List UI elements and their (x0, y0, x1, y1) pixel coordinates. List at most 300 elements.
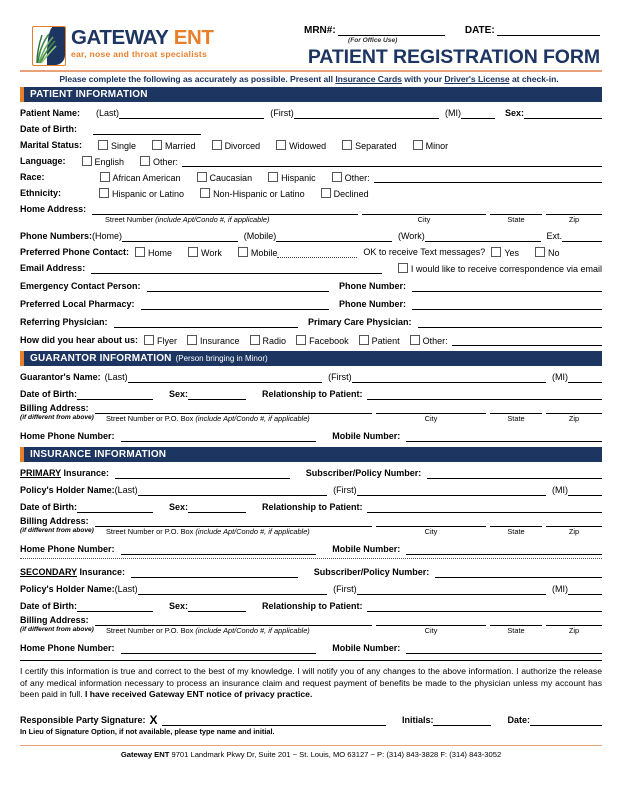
patient-dob-input[interactable] (93, 123, 201, 135)
email-consent-label: I would like to receive correspondence via email (410, 264, 602, 274)
ethnicity-option-label: Non-Hispanic or Latino (213, 189, 305, 199)
street-sub-text: Street Number or P.O. Box (106, 527, 194, 536)
email-address-label: Email Address: (20, 263, 86, 273)
text-ok-yes[interactable] (491, 247, 519, 258)
race-option-caucasian[interactable] (197, 172, 253, 183)
guarantor-home-phone-label: Home Phone Number: (20, 431, 115, 441)
guarantor-billing-address-row (20, 400, 602, 414)
checkbox-icon[interactable] (342, 140, 352, 150)
checkbox-icon[interactable] (152, 140, 162, 150)
guarantor-name-label: Guarantor's Name: (20, 372, 101, 382)
street-sub-italic: (include Apt/Condo #, if applicable) (193, 527, 310, 536)
primary-billing-zip-input[interactable] (546, 515, 602, 527)
signature-label: Responsible Party Signature: (20, 714, 146, 725)
marital-status-label: Marital Status: (20, 140, 83, 150)
work-phone-input[interactable] (425, 230, 541, 242)
secondary-billing-sublabels (20, 626, 602, 637)
page-title: PATIENT REGISTRATION FORM (307, 46, 600, 68)
text-ok-no-label: No (548, 248, 560, 258)
preferred-phone-contact-label: Preferred Phone Contact: (20, 247, 130, 257)
emergency-phone-label: Phone Number: (338, 281, 406, 291)
patient-mi-input[interactable] (461, 107, 495, 119)
mi-label: (MI) (552, 372, 568, 382)
home-address-label: Home Address: (20, 204, 87, 214)
guarantor-relationship-input[interactable] (367, 388, 602, 400)
logo-tagline: ear, nose and throat specialists (71, 49, 207, 59)
checkbox-icon[interactable] (398, 263, 408, 273)
pcp-label: Primary Care Physician: (307, 317, 412, 327)
hear-option-insurance[interactable] (187, 335, 240, 346)
language-other-input[interactable] (182, 155, 602, 167)
state-sub-label: State (507, 414, 525, 423)
home-address-row (20, 199, 602, 215)
certification-bold: I have received Gateway ENT notice of privacy practice. (84, 689, 313, 700)
secondary-billing-note: (if different from above) (20, 626, 94, 633)
primary-billing-state-input[interactable] (490, 515, 542, 527)
hear-option-radio[interactable] (250, 335, 287, 346)
hear-other-input[interactable] (452, 334, 602, 346)
checkbox-icon[interactable] (212, 140, 222, 150)
home-address-city-input[interactable] (362, 203, 486, 215)
secondary-sex-input[interactable] (188, 600, 246, 612)
primary-relationship-label: Relationship to Patient: (262, 502, 363, 512)
footer-divider (20, 745, 602, 746)
secondary-insurance-row (20, 561, 602, 578)
checkbox-icon[interactable] (250, 335, 260, 345)
checkbox-icon[interactable] (413, 140, 423, 150)
section-header-insurance-information (20, 447, 602, 462)
race-option-hispanic[interactable] (268, 172, 316, 183)
home-address-street-input[interactable] (92, 203, 358, 215)
pharmacy-row (20, 292, 602, 310)
guarantor-phones-row (20, 425, 602, 442)
signature-row (20, 710, 602, 726)
section-accent-tab (20, 447, 24, 462)
pharmacy-phone-input[interactable] (412, 298, 602, 310)
mobile-phone-input[interactable] (276, 230, 392, 242)
section-title-guarantor: GUARANTOR INFORMATION (30, 353, 172, 364)
street-sub-text: Street Number (105, 215, 154, 224)
certification-divider (20, 660, 602, 661)
checkbox-icon[interactable] (296, 335, 306, 345)
section-header-patient-information (20, 87, 602, 102)
race-option-label: Hispanic (281, 173, 316, 183)
leaf-logo-icon (32, 26, 66, 66)
primary-insurance-input[interactable] (115, 467, 290, 479)
checkbox-icon[interactable] (187, 335, 197, 345)
checkbox-icon[interactable] (188, 247, 198, 257)
marital-option-label: Widowed (289, 141, 327, 151)
secondary-subscriber-label: Subscriber/Policy Number: (313, 567, 430, 577)
mi-label: (MI) (444, 108, 461, 118)
emergency-contact-input[interactable] (147, 280, 329, 292)
patient-dob-label: Date of Birth: (20, 124, 77, 134)
checkbox-icon[interactable] (535, 247, 545, 257)
checkbox-icon[interactable] (144, 335, 154, 345)
secondary-dob-input[interactable] (77, 600, 153, 612)
emergency-contact-label: Emergency Contact Person: (20, 281, 141, 291)
checkbox-icon[interactable] (82, 156, 92, 166)
guarantor-billing-note: (if different from above) (20, 414, 94, 421)
state-sub-label: State (507, 527, 525, 536)
zip-sub-label: Zip (568, 215, 580, 224)
mrn-label: MRN#: (304, 25, 336, 36)
first-label: (First) (333, 485, 357, 495)
header-divider (20, 70, 602, 72)
secondary-holder-first-input[interactable] (357, 583, 546, 595)
guarantor-street-sub-label (106, 414, 310, 423)
checkbox-icon[interactable] (99, 188, 109, 198)
form-sheet (10, 8, 608, 792)
section-subtitle-guarantor: (Person bringing in Minor) (175, 354, 268, 363)
primary-holder-mi-input[interactable] (568, 484, 602, 496)
secondary-holder-last-input[interactable] (138, 583, 327, 595)
checkbox-icon[interactable] (98, 140, 108, 150)
pref-contact-home[interactable] (135, 247, 172, 258)
secondary-billing-label: Billing Address: (20, 615, 89, 625)
instructions-mid: with your (401, 74, 445, 84)
insurance-divider (20, 558, 602, 559)
secondary-holder-mi-input[interactable] (568, 583, 602, 595)
instructions-post: at check-in. (509, 74, 559, 84)
secondary-dob-row (20, 595, 602, 612)
secondary-relationship-input[interactable] (367, 600, 602, 612)
primary-holder-first-input[interactable] (357, 484, 546, 496)
patient-information-body (20, 102, 602, 346)
secondary-insurance-input[interactable] (131, 566, 298, 578)
race-label: Race: (20, 172, 45, 182)
state-sub-label: State (507, 626, 525, 635)
patient-sex-input[interactable] (524, 107, 602, 119)
primary-billing-street-input[interactable] (95, 515, 372, 527)
primary-home-phone-label: Home Phone Number: (20, 544, 115, 554)
primary-rest-text: Insurance: (61, 468, 110, 478)
street-sub-italic: (include Apt/Condo #, if applicable) (193, 626, 310, 635)
marital-option-widowed[interactable] (276, 140, 326, 151)
mi-label: (MI) (552, 584, 568, 594)
secondary-rest-text: Insurance: (77, 567, 126, 577)
guarantor-mi-input[interactable] (568, 371, 602, 383)
marital-option-single[interactable] (98, 140, 136, 151)
guarantor-mobile-label: Mobile Number: (332, 431, 401, 441)
checkbox-icon[interactable] (197, 172, 207, 182)
ethnicity-option-label: Hispanic or Latino (112, 189, 185, 199)
race-option-african-american[interactable] (100, 172, 181, 183)
hear-option-patient[interactable] (359, 335, 400, 346)
street-sub-label (105, 215, 269, 224)
mi-label: (MI) (552, 485, 568, 495)
guarantor-dob-label: Date of Birth: (20, 389, 77, 399)
secondary-billing-street-input[interactable] (95, 614, 372, 626)
signature-date-label: Date: (507, 714, 530, 725)
initials-label: Initials: (401, 714, 434, 725)
checkbox-icon[interactable] (491, 247, 501, 257)
checkbox-icon[interactable] (238, 247, 248, 257)
mrn-row (304, 22, 600, 36)
pharmacy-input[interactable] (141, 298, 329, 310)
primary-mobile-input[interactable] (406, 543, 602, 555)
language-label: Language: (20, 156, 66, 166)
date-label: DATE: (464, 25, 495, 36)
guarantor-billing-state-input[interactable] (490, 402, 542, 414)
ethnicity-label: Ethnicity: (20, 188, 62, 198)
primary-billing-note: (if different from above) (20, 527, 94, 534)
instructions-text (10, 74, 608, 84)
how-did-you-hear-label: How did you hear about us: (20, 335, 139, 345)
primary-subscriber-input[interactable] (427, 467, 602, 479)
secondary-mobile-label: Mobile Number: (332, 643, 401, 653)
marital-option-label: Divorced (224, 141, 261, 151)
instructions-insurance-cards: Insurance Cards (335, 74, 402, 84)
marital-option-label: Single (111, 141, 137, 151)
guarantor-dob-row (20, 383, 602, 400)
footer-address: 9701 Landmark Pkwy Dr, Suite 201 ~ St. Louis, MO 63127 ~ P: (314) 843-3828 F: (314) 843-3052 (171, 749, 502, 759)
hear-option-other[interactable] (410, 335, 448, 346)
certification-text (20, 666, 602, 701)
certification-body: I certify this information is true and correct to the best of my knowledge. I will notify you of any changes to the above information. I authorize the release of any medical information necessary to process an insurance claim and request payment of benefits be made to the physician unless my account has been paid in full. (20, 666, 602, 700)
pref-contact-mobile[interactable] (238, 247, 278, 258)
race-option-other[interactable] (332, 172, 370, 183)
pharmacy-label: Preferred Local Pharmacy: (20, 299, 135, 309)
email-address-row (20, 258, 602, 274)
primary-underline-text: PRIMARY (20, 468, 62, 478)
home-address-sublabels (20, 215, 602, 226)
signature-x-mark: X (149, 712, 158, 727)
guarantor-sex-label: Sex: (169, 389, 189, 399)
phone-numbers-row (20, 226, 602, 242)
checkbox-icon[interactable] (410, 335, 420, 345)
logo-gateway-text: GATEWAY (71, 26, 169, 49)
secondary-street-sub-label (106, 626, 310, 635)
checkbox-icon[interactable] (268, 172, 278, 182)
how-did-you-hear-row (20, 328, 602, 346)
ethnicity-option-hispanic[interactable] (99, 188, 184, 199)
primary-billing-address-row (20, 513, 602, 527)
home-paren-label: (Home) (92, 231, 123, 241)
hear-option-label: Insurance (200, 336, 240, 346)
primary-subscriber-label: Subscriber/Policy Number: (305, 468, 422, 478)
primary-mobile-label: Mobile Number: (332, 544, 401, 554)
street-sub-text: Street Number or P.O. Box (106, 626, 194, 635)
primary-phones-row (20, 538, 602, 555)
ethnicity-option-declined[interactable] (321, 188, 369, 199)
patient-last-name-input[interactable] (119, 107, 264, 119)
mobile-paren-label: (Mobile) (243, 231, 277, 241)
marital-option-divorced[interactable] (212, 140, 261, 151)
language-row (20, 151, 602, 167)
first-label: (First) (328, 372, 352, 382)
text-ok-yes-label: Yes (504, 248, 519, 258)
guarantor-sex-input[interactable] (188, 388, 246, 400)
primary-sex-input[interactable] (188, 501, 246, 513)
text-ok-no[interactable] (535, 247, 560, 258)
referring-physician-row (20, 310, 602, 328)
initials-input[interactable] (433, 714, 491, 726)
secondary-billing-state-input[interactable] (490, 614, 542, 626)
ethnicity-option-non-hispanic[interactable] (200, 188, 305, 199)
section-title-patient: PATIENT INFORMATION (30, 89, 148, 100)
pref-contact-label: Home (148, 248, 173, 258)
hear-option-label: Facebook (309, 336, 349, 346)
emergency-phone-input[interactable] (412, 280, 602, 292)
secondary-mobile-input[interactable] (406, 642, 602, 654)
last-label: (Last) (104, 372, 128, 382)
street-sub-text: Street Number or P.O. Box (106, 414, 194, 423)
primary-dob-input[interactable] (77, 501, 153, 513)
secondary-billing-address-row (20, 612, 602, 626)
secondary-insurance-label (20, 567, 125, 578)
secondary-dob-label: Date of Birth: (20, 601, 77, 611)
grass-leaves-icon (34, 30, 58, 64)
first-label: (First) (333, 584, 357, 594)
hear-option-facebook[interactable] (296, 335, 349, 346)
guarantor-home-phone-input[interactable] (121, 430, 317, 442)
ethnicity-row (20, 183, 602, 199)
guarantor-billing-zip-input[interactable] (546, 402, 602, 414)
patient-name-row (20, 102, 602, 119)
insurance-information-body (20, 462, 602, 759)
secondary-relationship-label: Relationship to Patient: (262, 601, 363, 611)
section-header-guarantor-information (20, 351, 602, 366)
primary-street-sub-label (106, 527, 310, 536)
guarantor-last-name-input[interactable] (128, 371, 322, 383)
pref-contact-label: Work (201, 248, 222, 258)
marital-option-separated[interactable] (342, 140, 397, 151)
language-option-label: English (94, 157, 125, 167)
checkbox-icon[interactable] (200, 188, 210, 198)
language-option-english[interactable] (82, 156, 125, 167)
last-label: (Last) (96, 108, 120, 118)
referring-physician-label: Referring Physician: (20, 317, 108, 327)
ext-label: Ext. (546, 231, 563, 241)
primary-billing-sublabels (20, 527, 602, 538)
primary-relationship-input[interactable] (367, 501, 602, 513)
checkbox-icon[interactable] (276, 140, 286, 150)
guarantor-relationship-label: Relationship to Patient: (262, 389, 363, 399)
secondary-subscriber-input[interactable] (435, 566, 602, 578)
race-other-input[interactable] (374, 171, 602, 183)
patient-first-name-input[interactable] (294, 107, 439, 119)
checkbox-icon[interactable] (140, 156, 150, 166)
text-ok-label: OK to receive Text messages? (363, 247, 486, 257)
primary-dob-label: Date of Birth: (20, 502, 77, 512)
phone-numbers-label: Phone Numbers: (20, 231, 93, 241)
primary-billing-city-input[interactable] (376, 515, 486, 527)
referring-physician-input[interactable] (114, 316, 298, 328)
instructions-drivers-license: Driver's License (444, 74, 510, 84)
secondary-phones-row (20, 637, 602, 654)
pharmacy-phone-label: Phone Number: (338, 299, 406, 309)
primary-insurance-label (20, 468, 109, 479)
race-row (20, 167, 602, 183)
ext-input[interactable] (562, 230, 602, 242)
race-option-label: Caucasian (209, 173, 253, 183)
primary-sex-label: Sex: (169, 502, 189, 512)
ethnicity-option-label: Declined (333, 189, 369, 199)
date-input-line[interactable] (497, 24, 600, 36)
footer-contact (20, 750, 602, 759)
signature-date-input[interactable] (530, 714, 602, 726)
marital-option-label: Minor (425, 141, 449, 151)
emergency-contact-row (20, 274, 602, 292)
logo-wordmark (71, 26, 214, 59)
footer-practice-name: Gateway ENT (120, 749, 170, 759)
gateway-ent-logo (32, 26, 214, 66)
secondary-billing-zip-input[interactable] (546, 614, 602, 626)
zip-sub-label: Zip (568, 414, 580, 423)
signature-input[interactable] (162, 714, 386, 726)
patient-name-label: Patient Name: (20, 108, 81, 118)
email-address-input[interactable] (91, 262, 382, 274)
guarantor-billing-label: Billing Address: (20, 403, 89, 413)
home-address-state-input[interactable] (490, 203, 542, 215)
primary-holder-last-input[interactable] (138, 484, 327, 496)
section-title-insurance: INSURANCE INFORMATION (30, 449, 167, 460)
guarantor-billing-city-input[interactable] (376, 402, 486, 414)
pref-contact-work[interactable] (188, 247, 222, 258)
form-header (10, 8, 608, 70)
marital-option-minor[interactable] (413, 140, 449, 151)
home-address-zip-input[interactable] (546, 203, 602, 215)
street-sub-italic: (include Apt/Condo #, if applicable) (193, 414, 310, 423)
checkbox-icon[interactable] (135, 247, 145, 257)
secondary-home-phone-input[interactable] (121, 642, 317, 654)
guarantor-mobile-input[interactable] (406, 430, 602, 442)
section-accent-tab (20, 87, 24, 102)
hear-option-label: Radio (262, 336, 287, 346)
work-paren-label: (Work) (397, 231, 425, 241)
pref-contact-label: Mobile (250, 248, 278, 258)
hear-option-label: Flyer (157, 336, 178, 346)
last-label: (Last) (114, 485, 138, 495)
checkbox-icon[interactable] (332, 172, 342, 182)
secondary-billing-city-input[interactable] (376, 614, 486, 626)
secondary-holder-label: Policy's Holder Name: (20, 584, 115, 594)
city-sub-label: City (424, 626, 438, 635)
language-option-other[interactable] (140, 156, 178, 167)
section-accent-tab (20, 351, 24, 366)
marital-option-label: Separated (355, 141, 397, 151)
marital-option-married[interactable] (152, 140, 196, 151)
first-label: (First) (270, 108, 294, 118)
hear-option-flyer[interactable] (144, 335, 177, 346)
guarantor-first-name-input[interactable] (352, 371, 546, 383)
mrn-input-line[interactable] (338, 24, 445, 36)
in-lieu-note: In Lieu of Signature Option, if not available, please type name and initial. (20, 726, 275, 736)
race-option-label: Other: (344, 173, 370, 183)
guarantor-dob-input[interactable] (77, 388, 153, 400)
marital-option-label: Married (165, 141, 196, 151)
dot-leader (277, 249, 357, 258)
checkbox-icon[interactable] (321, 188, 331, 198)
city-sub-label: City (424, 527, 438, 536)
office-use-note: (For Office Use) (348, 37, 398, 44)
primary-home-phone-input[interactable] (121, 543, 317, 555)
hear-option-label: Patient (371, 336, 400, 346)
email-consent-checkbox[interactable] (398, 263, 602, 274)
pcp-input[interactable] (418, 316, 602, 328)
zip-sub-label: Zip (568, 527, 580, 536)
guarantor-billing-street-input[interactable] (95, 402, 372, 414)
home-phone-input[interactable] (122, 230, 238, 242)
patient-dob-row (20, 119, 602, 135)
guarantor-billing-sublabels (20, 414, 602, 425)
checkbox-icon[interactable] (359, 335, 369, 345)
instructions-pre: Please complete the following as accurately as possible. Present all (59, 74, 336, 84)
primary-holder-label: Policy's Holder Name: (20, 485, 115, 495)
checkbox-icon[interactable] (100, 172, 110, 182)
logo-ent-text: ENT (173, 26, 214, 49)
